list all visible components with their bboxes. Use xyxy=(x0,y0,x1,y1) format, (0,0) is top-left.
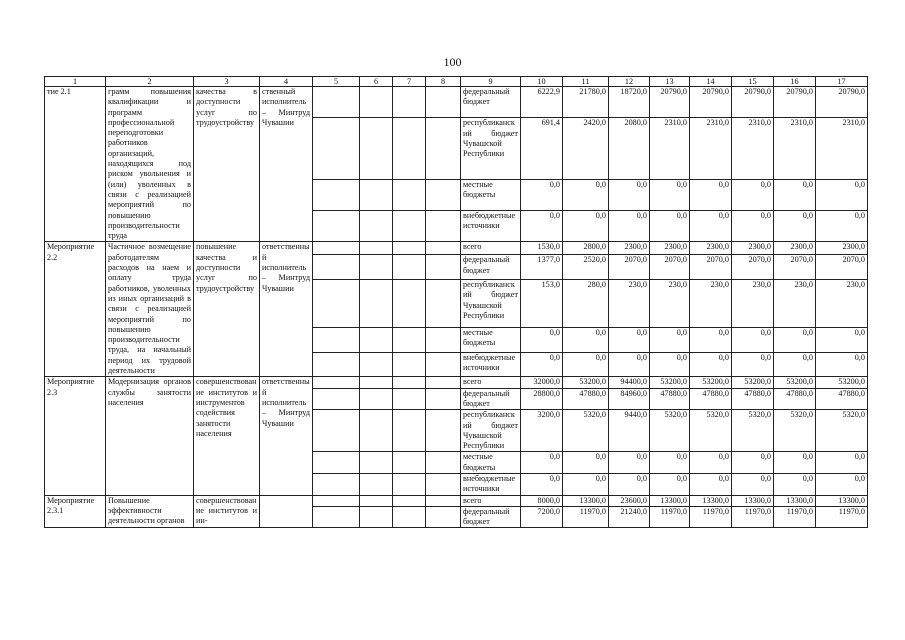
empty-cell xyxy=(360,255,393,280)
amount-cell: 230,0 xyxy=(816,279,868,327)
amount-cell: 8000,0 xyxy=(521,495,563,506)
amount-cell: 0,0 xyxy=(690,328,732,353)
column-number-header: 14 xyxy=(690,77,732,87)
amount-cell: 11970,0 xyxy=(650,506,690,528)
measure-name-cell: Модернизация органов службы занятости населения xyxy=(106,377,194,495)
table-row xyxy=(45,242,868,255)
amount-cell: 13300,0 xyxy=(650,495,690,506)
column-number-header: 12 xyxy=(609,77,650,87)
amount-cell: 28800,0 xyxy=(521,388,563,410)
amount-cell: 47880,0 xyxy=(563,388,609,410)
column-number-header: 17 xyxy=(816,77,868,87)
amount-cell: 6222,9 xyxy=(521,87,563,118)
amount-cell: 13300,0 xyxy=(732,495,774,506)
amount-cell: 0,0 xyxy=(732,352,774,377)
amount-cell: 13300,0 xyxy=(816,495,868,506)
amount-cell: 21780,0 xyxy=(563,87,609,118)
amount-cell: 20790,0 xyxy=(690,87,732,118)
table-row xyxy=(45,87,868,118)
amount-cell: 5320,0 xyxy=(774,410,816,452)
amount-cell: 53200,0 xyxy=(774,377,816,388)
column-number-header: 5 xyxy=(313,77,360,87)
amount-cell: 0,0 xyxy=(609,179,650,210)
funding-source-cell: республиканский бюджет Чувашской Республики xyxy=(461,279,521,327)
empty-cell xyxy=(360,87,393,118)
amount-cell: 53200,0 xyxy=(732,377,774,388)
amount-cell: 2070,0 xyxy=(732,255,774,280)
amount-cell: 47880,0 xyxy=(774,388,816,410)
amount-cell: 2800,0 xyxy=(563,242,609,255)
empty-cell xyxy=(313,255,360,280)
amount-cell: 20790,0 xyxy=(732,87,774,118)
empty-cell xyxy=(360,495,393,506)
amount-cell: 11970,0 xyxy=(563,506,609,528)
executor-cell: ответственный исполнитель – Минтруд Чувашии xyxy=(260,377,313,495)
amount-cell: 0,0 xyxy=(690,452,732,474)
empty-cell xyxy=(393,255,426,280)
empty-cell xyxy=(426,473,461,495)
amount-cell: 2310,0 xyxy=(774,118,816,179)
empty-cell xyxy=(313,495,360,506)
amount-cell: 280,0 xyxy=(563,279,609,327)
empty-cell xyxy=(426,506,461,528)
empty-cell xyxy=(360,279,393,327)
empty-cell xyxy=(426,279,461,327)
amount-cell: 0,0 xyxy=(774,473,816,495)
amount-cell: 0,0 xyxy=(690,211,732,242)
measure-id-cell: тие 2.1 xyxy=(45,87,106,242)
amount-cell: 0,0 xyxy=(816,211,868,242)
column-number-header: 1 xyxy=(45,77,106,87)
amount-cell: 32000,0 xyxy=(521,377,563,388)
empty-cell xyxy=(393,87,426,118)
amount-cell: 0,0 xyxy=(521,352,563,377)
empty-cell xyxy=(426,452,461,474)
amount-cell: 0,0 xyxy=(690,352,732,377)
empty-cell xyxy=(313,352,360,377)
amount-cell: 1530,0 xyxy=(521,242,563,255)
amount-cell: 0,0 xyxy=(563,473,609,495)
amount-cell: 2300,0 xyxy=(774,242,816,255)
amount-cell: 3200,0 xyxy=(521,410,563,452)
amount-cell: 0,0 xyxy=(563,179,609,210)
amount-cell: 1377,0 xyxy=(521,255,563,280)
amount-cell: 0,0 xyxy=(563,211,609,242)
empty-cell xyxy=(360,328,393,353)
column-number-header: 9 xyxy=(461,77,521,87)
amount-cell: 0,0 xyxy=(732,473,774,495)
empty-cell xyxy=(360,388,393,410)
amount-cell: 0,0 xyxy=(816,473,868,495)
amount-cell: 0,0 xyxy=(816,452,868,474)
funding-source-cell: всего xyxy=(461,495,521,506)
empty-cell xyxy=(393,118,426,179)
amount-cell: 2300,0 xyxy=(816,242,868,255)
empty-cell xyxy=(426,242,461,255)
empty-cell xyxy=(313,452,360,474)
amount-cell: 53200,0 xyxy=(690,377,732,388)
empty-cell xyxy=(313,211,360,242)
amount-cell: 230,0 xyxy=(732,279,774,327)
empty-cell xyxy=(393,410,426,452)
amount-cell: 0,0 xyxy=(609,211,650,242)
amount-cell: 2310,0 xyxy=(650,118,690,179)
column-number-header: 8 xyxy=(426,77,461,87)
funding-source-cell: республиканский бюджет Чувашской Республики xyxy=(461,118,521,179)
table-row xyxy=(45,377,868,388)
amount-cell: 2080,0 xyxy=(609,118,650,179)
expected-result-cell: качества в доступности услуг по трудоустройству xyxy=(194,87,260,242)
amount-cell: 5320,0 xyxy=(563,410,609,452)
amount-cell: 0,0 xyxy=(609,328,650,353)
empty-cell xyxy=(360,473,393,495)
column-number-header: 13 xyxy=(650,77,690,87)
funding-source-cell: федеральный бюджет xyxy=(461,255,521,280)
empty-cell xyxy=(393,179,426,210)
funding-source-cell: всего xyxy=(461,377,521,388)
expected-result-cell: совершенствование институтов и ин- xyxy=(194,495,260,528)
table-row xyxy=(45,495,868,506)
empty-cell xyxy=(313,179,360,210)
amount-cell: 0,0 xyxy=(650,211,690,242)
amount-cell: 0,0 xyxy=(650,179,690,210)
amount-cell: 84960,0 xyxy=(609,388,650,410)
amount-cell: 20790,0 xyxy=(650,87,690,118)
amount-cell: 47880,0 xyxy=(732,388,774,410)
column-number-header: 6 xyxy=(360,77,393,87)
amount-cell: 5320,0 xyxy=(816,410,868,452)
funding-source-cell: республиканский бюджет Чувашской Республики xyxy=(461,410,521,452)
empty-cell xyxy=(393,495,426,506)
amount-cell: 0,0 xyxy=(563,352,609,377)
amount-cell: 0,0 xyxy=(732,211,774,242)
funding-source-cell: местные бюджеты xyxy=(461,328,521,353)
amount-cell: 21240,0 xyxy=(609,506,650,528)
funding-source-cell: местные бюджеты xyxy=(461,452,521,474)
empty-cell xyxy=(360,506,393,528)
amount-cell: 94400,0 xyxy=(609,377,650,388)
funding-source-cell: федеральный бюджет xyxy=(461,506,521,528)
amount-cell: 20790,0 xyxy=(816,87,868,118)
amount-cell: 0,0 xyxy=(521,211,563,242)
amount-cell: 0,0 xyxy=(732,328,774,353)
amount-cell: 5320,0 xyxy=(732,410,774,452)
empty-cell xyxy=(360,179,393,210)
empty-cell xyxy=(393,242,426,255)
empty-cell xyxy=(313,388,360,410)
amount-cell: 0,0 xyxy=(774,352,816,377)
amount-cell: 0,0 xyxy=(732,452,774,474)
amount-cell: 0,0 xyxy=(609,473,650,495)
amount-cell: 0,0 xyxy=(774,328,816,353)
executor-cell: ственный исполнитель – Минтруд Чувашии xyxy=(260,87,313,242)
amount-cell: 0,0 xyxy=(690,473,732,495)
amount-cell: 5320,0 xyxy=(690,410,732,452)
measure-id-cell: Мероприятие 2.3.1 xyxy=(45,495,106,528)
funding-source-cell: внебюджетные источники xyxy=(461,473,521,495)
empty-cell xyxy=(360,377,393,388)
amount-cell: 2070,0 xyxy=(609,255,650,280)
empty-cell xyxy=(393,506,426,528)
executor-cell xyxy=(260,495,313,528)
amount-cell: 0,0 xyxy=(609,452,650,474)
amount-cell: 20790,0 xyxy=(774,87,816,118)
empty-cell xyxy=(426,352,461,377)
empty-cell xyxy=(313,279,360,327)
empty-cell xyxy=(313,87,360,118)
amount-cell: 0,0 xyxy=(650,473,690,495)
column-number-header: 16 xyxy=(774,77,816,87)
expected-result-cell: совершенствование институтов и инструментов содействия занятости населения xyxy=(194,377,260,495)
funding-source-cell: федеральный бюджет xyxy=(461,87,521,118)
funding-source-cell: внебюджетные источники xyxy=(461,211,521,242)
funding-source-cell: местные бюджеты xyxy=(461,179,521,210)
amount-cell: 0,0 xyxy=(816,352,868,377)
empty-cell xyxy=(313,242,360,255)
column-number-header: 4 xyxy=(260,77,313,87)
amount-cell: 13300,0 xyxy=(563,495,609,506)
amount-cell: 11970,0 xyxy=(816,506,868,528)
amount-cell: 2070,0 xyxy=(774,255,816,280)
empty-cell xyxy=(393,352,426,377)
empty-cell xyxy=(360,452,393,474)
amount-cell: 53200,0 xyxy=(563,377,609,388)
empty-cell xyxy=(426,388,461,410)
amount-cell: 23600,0 xyxy=(609,495,650,506)
column-number-header: 7 xyxy=(393,77,426,87)
funding-source-cell: всего xyxy=(461,242,521,255)
amount-cell: 5320,0 xyxy=(650,410,690,452)
amount-cell: 11970,0 xyxy=(690,506,732,528)
amount-cell: 13300,0 xyxy=(774,495,816,506)
empty-cell xyxy=(426,495,461,506)
amount-cell: 230,0 xyxy=(774,279,816,327)
empty-cell xyxy=(393,377,426,388)
empty-cell xyxy=(426,328,461,353)
executor-cell: ответственный исполнитель – Минтруд Чувашии xyxy=(260,242,313,377)
amount-cell: 0,0 xyxy=(690,179,732,210)
amount-cell: 11970,0 xyxy=(732,506,774,528)
amount-cell: 18720,0 xyxy=(609,87,650,118)
amount-cell: 230,0 xyxy=(609,279,650,327)
empty-cell xyxy=(426,118,461,179)
empty-cell xyxy=(393,452,426,474)
amount-cell: 0,0 xyxy=(609,352,650,377)
empty-cell xyxy=(426,179,461,210)
amount-cell: 2520,0 xyxy=(563,255,609,280)
amount-cell: 0,0 xyxy=(521,473,563,495)
column-number-header: 2 xyxy=(106,77,194,87)
amount-cell: 0,0 xyxy=(521,179,563,210)
amount-cell: 9440,0 xyxy=(609,410,650,452)
amount-cell: 2070,0 xyxy=(816,255,868,280)
amount-cell: 0,0 xyxy=(732,179,774,210)
page-number: 100 xyxy=(443,55,462,69)
empty-cell xyxy=(313,377,360,388)
empty-cell xyxy=(426,410,461,452)
column-number-header: 3 xyxy=(194,77,260,87)
amount-cell: 0,0 xyxy=(563,328,609,353)
empty-cell xyxy=(393,279,426,327)
amount-cell: 153,0 xyxy=(521,279,563,327)
empty-cell xyxy=(360,211,393,242)
amount-cell: 2310,0 xyxy=(816,118,868,179)
funding-source-cell: внебюджетные источники xyxy=(461,352,521,377)
empty-cell xyxy=(360,242,393,255)
empty-cell xyxy=(393,211,426,242)
amount-cell: 0,0 xyxy=(774,211,816,242)
amount-cell: 13300,0 xyxy=(690,495,732,506)
amount-cell: 0,0 xyxy=(650,352,690,377)
empty-cell xyxy=(313,473,360,495)
amount-cell: 2310,0 xyxy=(732,118,774,179)
amount-cell: 2310,0 xyxy=(690,118,732,179)
amount-cell: 691,4 xyxy=(521,118,563,179)
column-number-header: 11 xyxy=(563,77,609,87)
amount-cell: 2300,0 xyxy=(609,242,650,255)
amount-cell: 2300,0 xyxy=(732,242,774,255)
empty-cell xyxy=(393,473,426,495)
amount-cell: 230,0 xyxy=(650,279,690,327)
empty-cell xyxy=(313,506,360,528)
amount-cell: 2070,0 xyxy=(690,255,732,280)
measure-name-cell: грамм повышения квалификации и программ профессиональной переподготовки работников организаций, находящихся под риском увольнения и (или) уволенных в связи с реализацией мероприятий по повышению производительности труда xyxy=(106,87,194,242)
amount-cell: 0,0 xyxy=(521,328,563,353)
empty-cell xyxy=(360,410,393,452)
empty-cell xyxy=(426,87,461,118)
amount-cell: 47880,0 xyxy=(690,388,732,410)
amount-cell: 2070,0 xyxy=(650,255,690,280)
header-row xyxy=(45,77,868,87)
measure-id-cell: Мероприятие 2.2 xyxy=(45,242,106,377)
funding-source-cell: федеральный бюджет xyxy=(461,388,521,410)
empty-cell xyxy=(313,118,360,179)
amount-cell: 53200,0 xyxy=(650,377,690,388)
amount-cell: 47880,0 xyxy=(816,388,868,410)
measure-name-cell: Повышение эффективности деятельности органов xyxy=(106,495,194,528)
amount-cell: 2300,0 xyxy=(650,242,690,255)
empty-cell xyxy=(426,377,461,388)
empty-cell xyxy=(313,410,360,452)
amount-cell: 0,0 xyxy=(816,179,868,210)
amount-cell: 11970,0 xyxy=(774,506,816,528)
amount-cell: 0,0 xyxy=(650,452,690,474)
empty-cell xyxy=(360,352,393,377)
measure-name-cell: Частичное возмещение работодателям расходов на наем и оплату труда работников, уволенных из иных организаций в связи с реализацией мероприятий по повышению производительности труда, на начальный период их трудовой деятельности xyxy=(106,242,194,377)
empty-cell xyxy=(393,388,426,410)
program-table xyxy=(44,76,868,528)
empty-cell xyxy=(426,255,461,280)
empty-cell xyxy=(313,328,360,353)
empty-cell xyxy=(360,118,393,179)
amount-cell: 53200,0 xyxy=(816,377,868,388)
amount-cell: 0,0 xyxy=(563,452,609,474)
amount-cell: 0,0 xyxy=(774,179,816,210)
expected-result-cell: повышение качества и доступности услуг по трудоустройству xyxy=(194,242,260,377)
amount-cell: 0,0 xyxy=(774,452,816,474)
amount-cell: 230,0 xyxy=(690,279,732,327)
amount-cell: 0,0 xyxy=(521,452,563,474)
amount-cell: 2420,0 xyxy=(563,118,609,179)
amount-cell: 0,0 xyxy=(816,328,868,353)
amount-cell: 47880,0 xyxy=(650,388,690,410)
empty-cell xyxy=(393,328,426,353)
empty-cell xyxy=(426,211,461,242)
column-number-header: 15 xyxy=(732,77,774,87)
column-number-header: 10 xyxy=(521,77,563,87)
measure-id-cell: Мероприятие 2.3 xyxy=(45,377,106,495)
amount-cell: 7200,0 xyxy=(521,506,563,528)
amount-cell: 0,0 xyxy=(650,328,690,353)
amount-cell: 2300,0 xyxy=(690,242,732,255)
